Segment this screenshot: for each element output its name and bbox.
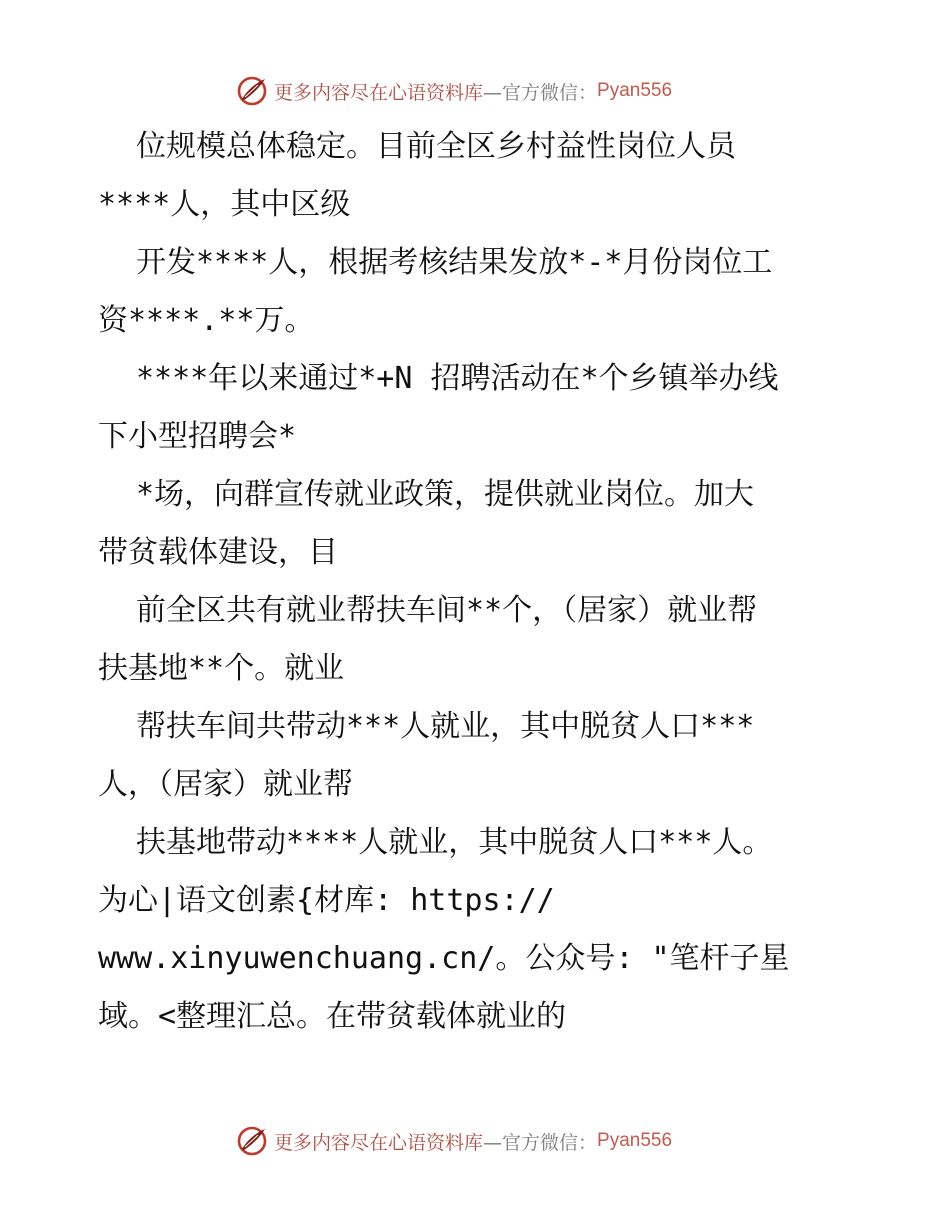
text-line: *场，向群宣传就业政策，提供就业岗位。加大 xyxy=(136,477,755,512)
document-body xyxy=(98,118,898,1046)
banner-official-label: —官方微信： xyxy=(483,1131,598,1154)
banner-wechat-id: Pyan556 xyxy=(597,1130,673,1151)
text-line: 带贫载体建设，目 xyxy=(98,535,338,570)
footer-banner xyxy=(236,1124,672,1158)
quill-pen-logo-icon xyxy=(236,1125,268,1157)
banner-site-text: 更多内容尽在心语资料库 xyxy=(274,1131,484,1154)
text-line: 帮扶车间共带动***人就业，其中脱贫人口*** xyxy=(136,709,755,744)
banner-official-label: —官方微信： xyxy=(483,81,598,104)
text-line: 域。<整理汇总。在带贫载体就业的 xyxy=(98,999,567,1034)
text-line: 为心|语文创素{材库: https:// xyxy=(98,883,555,918)
text-line: 下小型招聘会* xyxy=(98,419,297,454)
text-line: 扶基地**个。就业 xyxy=(98,651,345,686)
text-line: 前全区共有就业帮扶车间**个，（居家）就业帮 xyxy=(136,593,758,628)
banner-wechat-id: Pyan556 xyxy=(597,80,673,101)
text-line: 扶基地带动****人就业，其中脱贫人口***人。 xyxy=(136,825,773,860)
text-line: 位规模总体稳定。目前全区乡村益性岗位人员 xyxy=(136,129,736,164)
header-banner xyxy=(236,74,672,108)
text-line: ****年以来通过*+N 招聘活动在*个乡镇举办线 xyxy=(136,361,779,396)
text-line: 人，（居家）就业帮 xyxy=(98,767,353,802)
text-line: ****人，其中区级 xyxy=(98,187,351,222)
text-line: 开发****人，根据考核结果发放*-*月份岗位工 xyxy=(136,245,773,280)
quill-pen-logo-icon xyxy=(236,75,268,107)
text-line: 资****.**万。 xyxy=(98,303,315,338)
text-line: www.xinyuwenchuang.cn/。公众号: "笔杆子星 xyxy=(98,941,790,976)
banner-site-text: 更多内容尽在心语资料库 xyxy=(274,81,484,104)
